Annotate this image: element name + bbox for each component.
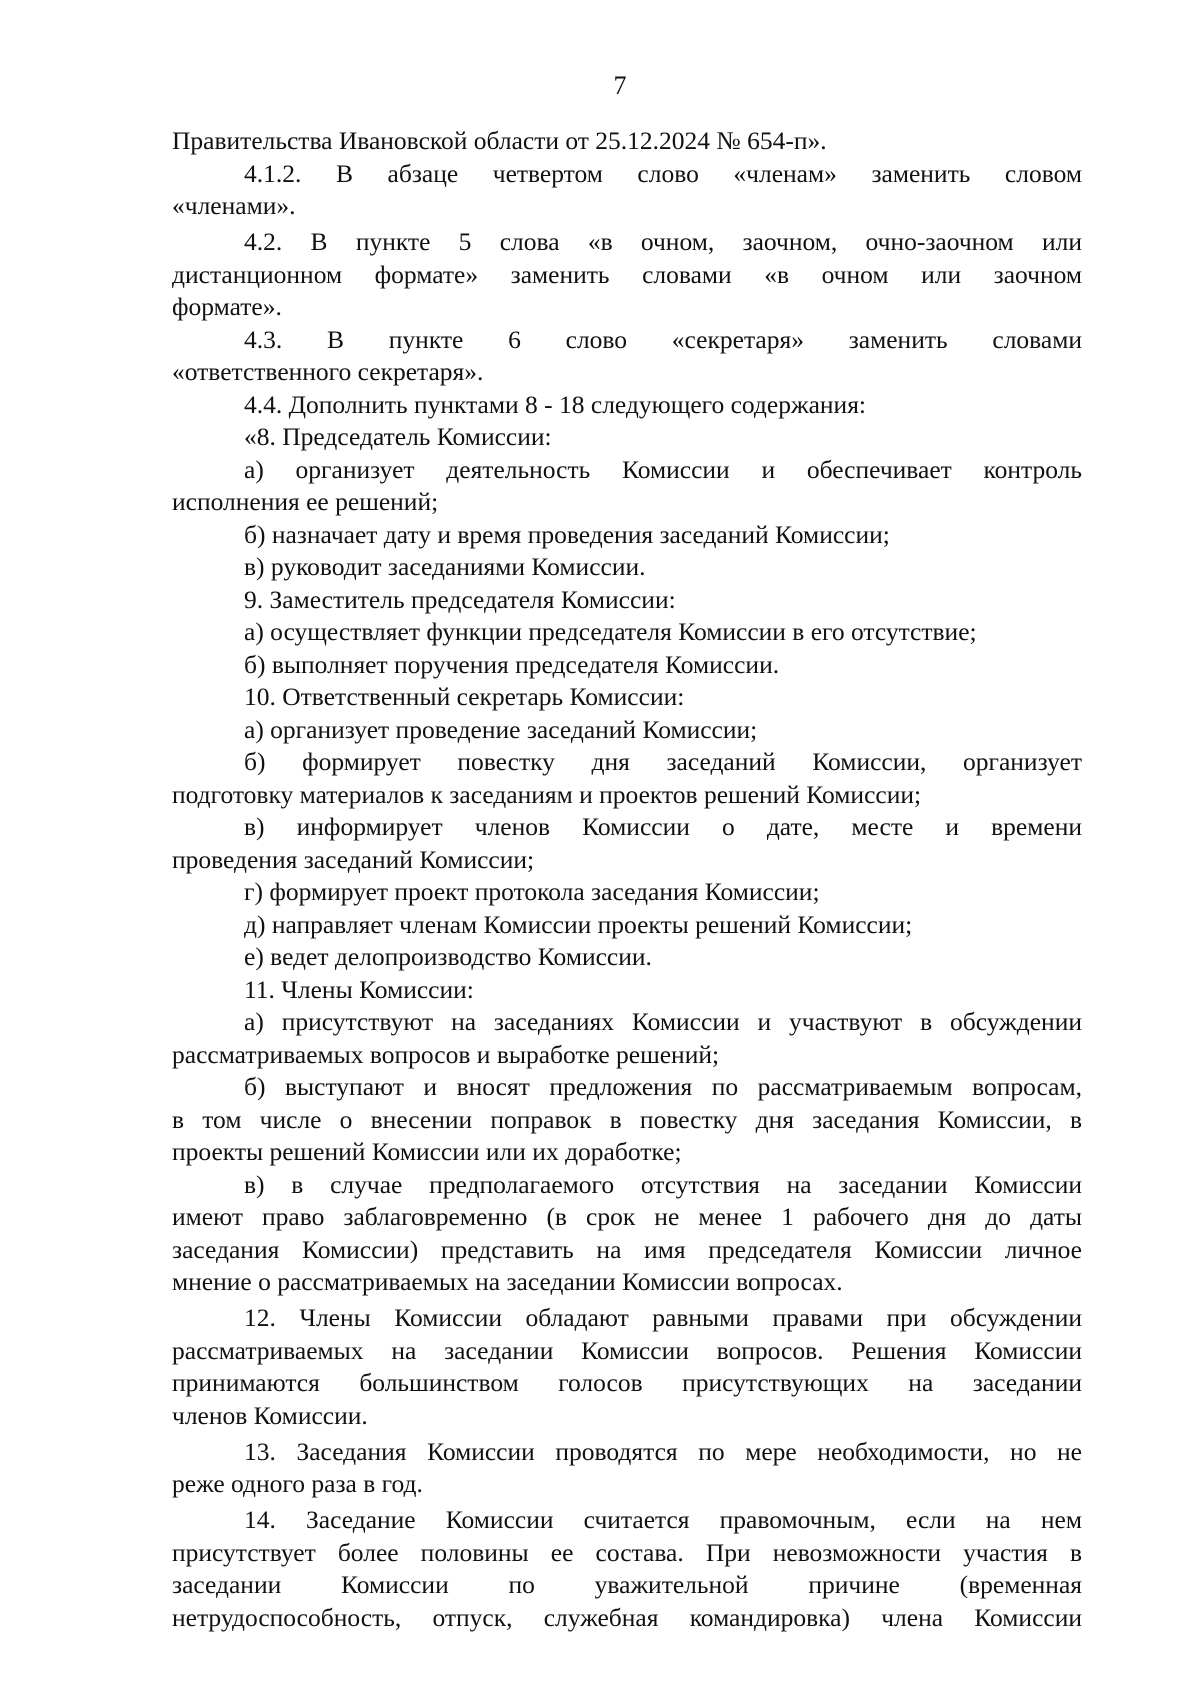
document-body bbox=[172, 125, 1082, 1634]
text-line: 4.2. В пункте 5 слова «в очном, заочном, очно-заочном или bbox=[244, 227, 1082, 256]
page-number: 7 bbox=[613, 71, 627, 100]
text-line: мнение о рассматриваемых на заседании Комиссии вопросах. bbox=[172, 1267, 843, 1296]
text-line: 14. Заседание Комиссии считается правомочным, если на нем bbox=[244, 1505, 1082, 1534]
text-line: 13. Заседания Комиссии проводятся по мере необходимости, но не bbox=[244, 1436, 1082, 1466]
text-line: членов Комиссии. bbox=[172, 1400, 368, 1430]
text-line: б) выполняет поручения председателя Комиссии. bbox=[244, 649, 780, 679]
text-line: 4.4. Дополнить пунктами 8 - 18 следующего содержания: bbox=[244, 389, 867, 419]
text-line: а) присутствуют на заседаниях Комиссии и участвуют в обсуждении bbox=[244, 1007, 1082, 1036]
text-line: «8. Председатель Комиссии: bbox=[244, 422, 552, 451]
text-line: в) руководит заседаниями Комиссии. bbox=[244, 552, 646, 581]
text-line: проведения заседаний Комиссии; bbox=[172, 844, 535, 874]
text-line: проекты решений Комиссии или их доработке; bbox=[172, 1137, 682, 1166]
text-line: а) осуществляет функции председателя Комиссии в его отсутствие; bbox=[244, 617, 977, 646]
text-line: подготовку материалов к заседаниям и проектов решений Комиссии; bbox=[172, 779, 922, 809]
text-line: формате». bbox=[172, 292, 282, 321]
text-line: а) организует деятельность Комиссии и обеспечивает контроль bbox=[244, 454, 1082, 484]
text-line: нетрудоспособность, отпуск, служебная командировка) члена Комиссии bbox=[172, 1602, 1082, 1632]
text-line: д) направляет членам Комиссии проекты решений Комиссии; bbox=[244, 909, 913, 939]
text-line: имеют право заблаговременно (в срок не менее 1 рабочего дня до даты bbox=[172, 1202, 1082, 1231]
text-line: б) назначает дату и время проведения заседаний Комиссии; bbox=[244, 519, 890, 549]
text-line: заседания Комиссии) представить на имя председателя Комиссии личное bbox=[172, 1234, 1082, 1264]
text-line: рассматриваемых на заседании Комиссии вопросов. Решения Комиссии bbox=[172, 1335, 1082, 1365]
text-line: «ответственного секретаря». bbox=[172, 357, 484, 386]
text-line: в) в случае предполагаемого отсутствия на заседании Комиссии bbox=[244, 1169, 1082, 1199]
text-line: е) ведет делопроизводство Комиссии. bbox=[244, 942, 652, 971]
text-line: б) выступают и вносят предложения по рассматриваемым вопросам, bbox=[244, 1072, 1082, 1101]
text-line: 10. Ответственный секретарь Комиссии: bbox=[244, 682, 685, 711]
text-line: г) формирует проект протокола заседания Комиссии; bbox=[244, 877, 820, 906]
text-line: в) информирует членов Комиссии о дате, месте и времени bbox=[244, 812, 1082, 841]
text-line: б) формирует повестку дня заседаний Комиссии, организует bbox=[244, 747, 1082, 776]
text-line: 4.3. В пункте 6 слово «секретаря» заменить словами bbox=[244, 324, 1082, 354]
text-line: «членами». bbox=[172, 191, 296, 220]
text-line: реже одного раза в год. bbox=[172, 1469, 423, 1498]
text-line: а) организует проведение заседаний Комиссии; bbox=[244, 714, 758, 744]
text-line: в том числе о внесении поправок в повестку дня заседания Комиссии, в bbox=[172, 1104, 1082, 1134]
text-line: дистанционном формате» заменить словами «в очном или заочном bbox=[172, 259, 1082, 289]
text-line: Правительства Ивановской области от 25.12.2024 № 654-п». bbox=[172, 126, 827, 155]
text-line: 11. Члены Комиссии: bbox=[244, 974, 474, 1004]
text-line: 12. Члены Комиссии обладают равными правами при обсуждении bbox=[244, 1303, 1082, 1332]
text-line: исполнения ее решений; bbox=[172, 487, 439, 516]
text-line: рассматриваемых вопросов и выработке решений; bbox=[172, 1039, 720, 1069]
text-line: 9. Заместитель председателя Комиссии: bbox=[244, 584, 676, 614]
text-line: 4.1.2. В абзаце четвертом слово «членам» заменить словом bbox=[244, 158, 1082, 188]
text-line: заседании Комиссии по уважительной причине (временная bbox=[172, 1570, 1082, 1599]
text-line: принимаются большинством голосов присутствующих на заседании bbox=[172, 1368, 1082, 1397]
text-line: присутствует более половины ее состава. При невозможности участия в bbox=[172, 1537, 1082, 1567]
